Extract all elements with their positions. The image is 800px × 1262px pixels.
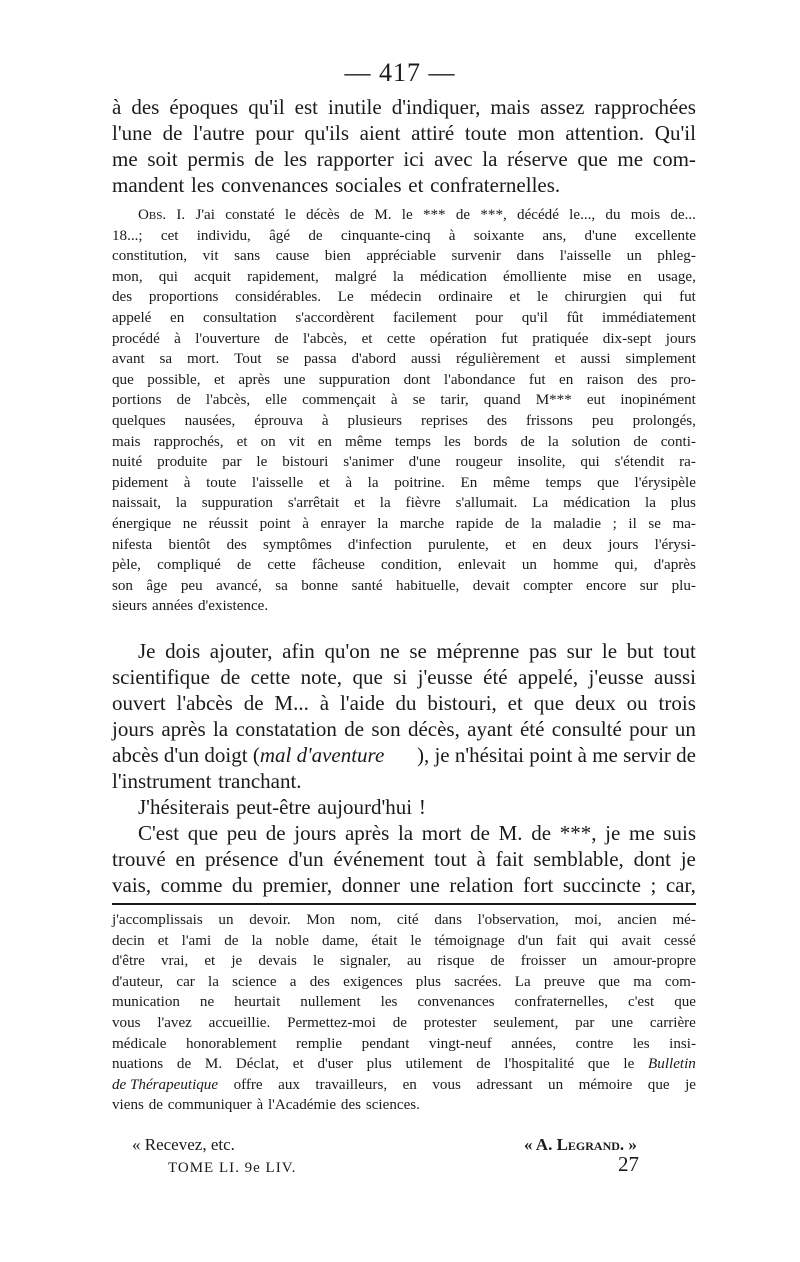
text-line: naissait, la suppuration s'arrêtait et la fièvre s'allumait. La médication la plus (112, 495, 696, 512)
text-line: jours après la constatation de son décès, ayant été consulté pour un (112, 717, 696, 741)
text-line: mon, qui acquit rapidement, malgré la médication émolliente mise en usage, (112, 268, 696, 285)
footnote-line: d'être vrai, et je devais le signaler, au risque de froisser un amour-propre (112, 953, 696, 970)
italic-segment: Bulletin (648, 1056, 696, 1073)
text-line: énergique ne réussit point à enrayer la marche rapide de la maladie ; il se ma- (112, 515, 696, 532)
footnote-line: nuations de M. Déclat, et d'user plus utilement de l'hospitalité que le Bulletin (112, 1054, 696, 1075)
text-line: mais rapprochés, et on vit en même temps les bords de la solution de conti- (112, 433, 696, 450)
text-line: quelques nausées, éprouva à plusieurs reprises des frissons peu prolongés, (112, 412, 696, 429)
text-line: pèle, compliqué de cette fâcheuse condition, enlevait un homme qui, d'après (112, 557, 696, 574)
text-segment: abcès d'un doigt ( (112, 743, 260, 767)
text-line: scientifique de cette note, que si j'eusse été appelé, j'eusse aussi (112, 665, 696, 689)
text-line: portions de l'abcès, elle commençait à se tarir, quand M*** eut inopinément (112, 392, 696, 409)
text-line: Je dois ajouter, afin qu'on ne se méprenne pas sur le but tout (138, 639, 696, 663)
text-line: vais, comme du premier, donner une relation fort succincte ; car, (112, 873, 696, 897)
closing-signature: « A. Legrand. » (524, 1135, 637, 1154)
text-line: l'instrument tranchant. (112, 769, 302, 793)
page-number-header: — 417 — (344, 58, 456, 87)
text-line: trouvé en présence d'un événement tout à fait semblable, dont je (112, 847, 696, 871)
italic-segment: de Thérapeutique (112, 1076, 219, 1093)
text-line: des proportions considérables. Le médecin ordinaire et le chirurgien qui fut (112, 289, 696, 306)
paragraph-1 (112, 94, 696, 198)
text-line: pidement à toute l'aisselle et à la poitrine. En même temps que l'érysipèle (112, 474, 696, 491)
text-line-with-italic (112, 742, 696, 768)
footnote-line: viens de communiquer à l'Académie des sciences. (112, 1097, 420, 1114)
text-line: me soit permis de les rapporter ici avec la réserve que me com- (112, 147, 696, 171)
footnote-line: decin et l'ami de la noble dame, était le témoignage d'un fait qui avait cessé (112, 932, 696, 949)
footnote-block (112, 910, 696, 1116)
footnote-line: munication ne heurtait nullement les convenances confraternelles, c'est que (112, 994, 696, 1011)
text-line: que possible, et après une suppuration dont l'abondance fut en raison des pro- (112, 371, 696, 388)
closing-salutation: « Recevez, etc. (132, 1135, 235, 1154)
observation-block (112, 205, 696, 617)
text-line: appelé en consultation s'accordèrent facilement pour qu'il fût immédiatement (112, 309, 696, 326)
footer-volume (168, 1160, 296, 1177)
footnote-line: j'accomplissais un devoir. Mon nom, cité dans l'observation, moi, ancien mé- (112, 912, 696, 928)
text-line: J'hésiterais peut-être aujourd'hui ! (138, 795, 426, 819)
paragraph-3 (112, 794, 696, 820)
text-line: C'est que peu de jours après la mort de M. de ***, je me suis (138, 821, 696, 845)
text-line: Obs. I. J'ai constaté le décès de M. le *** de ***, décédé le..., du mois de... (138, 207, 696, 223)
footer-volume-text: TOME LI. 9e LIV. (168, 1160, 297, 1176)
footnote-rule (112, 903, 696, 905)
footer-signature-number: 27 (618, 1152, 639, 1176)
footnote-line-with-italic: de Thérapeutique offre aux travailleurs, en vous adressant un mémoire que je (112, 1075, 696, 1096)
text-line: sieurs années d'existence. (112, 598, 269, 615)
text-line: avant sa mort. Tout se passa d'abord aussi régulièrement et aussi simplement (112, 351, 696, 368)
text-line: procédé à l'ouverture de l'abcès, et cette opération fut pratiquée dix-sept jours (112, 330, 696, 347)
text-line: constitution, vit sans cause bien appréciable survenir dans l'aisselle un phleg- (112, 248, 696, 265)
text-line: ouvert l'abcès de M... à l'aide du bistouri, et que deux ou trois (112, 691, 696, 715)
italic-segment: mal d'aventure (259, 743, 385, 767)
text-line: à des époques qu'il est inutile d'indiquer, mais assez rapprochées (112, 95, 696, 119)
footnote-line: d'auteur, car la science a des exigences plus sacrées. La preuve que ma com- (112, 973, 696, 990)
text-line: nifesta bientôt des symptômes d'infection purulente, et en deux jours l'érysi- (112, 536, 696, 553)
paragraph-4 (112, 820, 696, 898)
text-line: son âge peu avancé, sa bonne santé habituelle, devait compter encore sur plu- (112, 577, 696, 594)
text-segment: ), je n'hésitai point à me servir de (416, 743, 696, 767)
footnote-line: vous l'avez accueillie. Permettez-moi de protester seulement, par une carrière (112, 1014, 696, 1031)
footnote-line: médicale honorablement remplie pendant vingt-neuf années, contre les insi- (112, 1035, 696, 1052)
text-segment-group (112, 742, 384, 768)
text-line: nuité produite par le bistouri s'animer d'une rougeur insolite, qui s'étendit ra- (112, 454, 696, 471)
text-line: l'une de l'autre pour qu'ils aient attiré toute mon attention. Qu'il (112, 121, 696, 145)
paragraph-2 (112, 638, 696, 794)
text-line: mandent les convenances sociales et confraternelles. (112, 173, 561, 197)
text-line: 18...; cet individu, âgé de cinquante-cinq à soixante ans, d'une excellente (112, 227, 696, 244)
